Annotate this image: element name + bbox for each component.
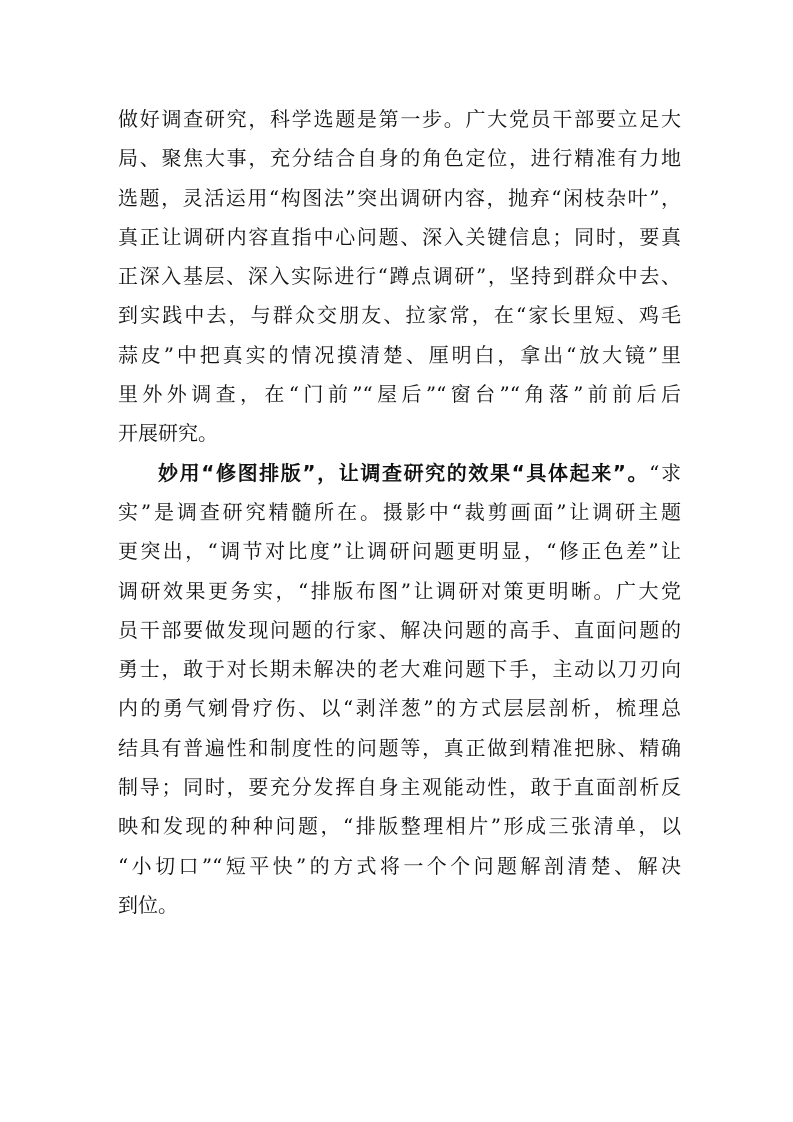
- text-line: 局、聚焦大事，充分结合自身的角色定位，进行精准有力地: [118, 146, 681, 171]
- text-line: “小切口”“短平快”的方式将一个个问题解剖清楚、解决: [118, 853, 681, 878]
- text-fragment: “求: [649, 460, 682, 485]
- text-line: 到实践中去，与群众交朋友、拉家常，在“家长里短、鸡毛: [118, 303, 681, 328]
- text-line: 正深入基层、深入实际进行“蹲点调研”，坚持到群众中去、: [118, 264, 681, 289]
- text-line: 选题，灵活运用“构图法”突出调研内容，抛弃“闲枝杂叶”，: [118, 185, 681, 210]
- text-line: 蒜皮”中把真实的情况摸清楚、厘明白，拿出“放大镜”里: [118, 342, 681, 367]
- text-line: 实”是调查研究精髓所在。摄影中“裁剪画面”让调研主题: [118, 499, 681, 524]
- text-line: 内的勇气剜骨疗伤、以“剥洋葱”的方式层层剖析，梳理总: [118, 696, 681, 721]
- text-line: 更突出，“调节对比度”让调研问题更明显，“修正色差”让: [118, 539, 681, 564]
- text-line: 员干部要做发现问题的行家、解决问题的高手、直面问题的: [118, 617, 681, 642]
- section-heading: 妙用“修图排版”，让调查研究的效果“具体起来”。: [158, 460, 650, 485]
- text-line: 开展研究。: [118, 421, 218, 446]
- text-line: 结具有普遍性和制度性的问题等，真正做到精准把脉、精确: [118, 735, 681, 760]
- text-line: 映和发现的种种问题，“排版整理相片”形成三张清单，以: [118, 814, 681, 839]
- text-line: 里外外调查，在“门前”“屋后”“窗台”“角落”前前后后: [118, 382, 681, 407]
- text-line: 制导；同时，要充分发挥自身主观能动性，敢于直面剖析反: [118, 775, 681, 800]
- text-line: 真正让调研内容直指中心问题、深入关键信息；同时，要真: [118, 224, 681, 249]
- text-line: 到位。: [118, 892, 178, 917]
- text-line: 勇士，敢于对长期未解决的老大难问题下手，主动以刀刃向: [118, 657, 681, 682]
- document-page: [118, 100, 681, 925]
- text-line: 做好调查研究，科学选题是第一步。广大党员干部要立足大: [118, 107, 681, 131]
- text-line: 调研效果更务实，“排版布图”让调研对策更明晰。广大党: [118, 578, 681, 603]
- text-line: [118, 454, 681, 493]
- paragraph-2: [118, 454, 681, 926]
- paragraph-1: [118, 100, 681, 454]
